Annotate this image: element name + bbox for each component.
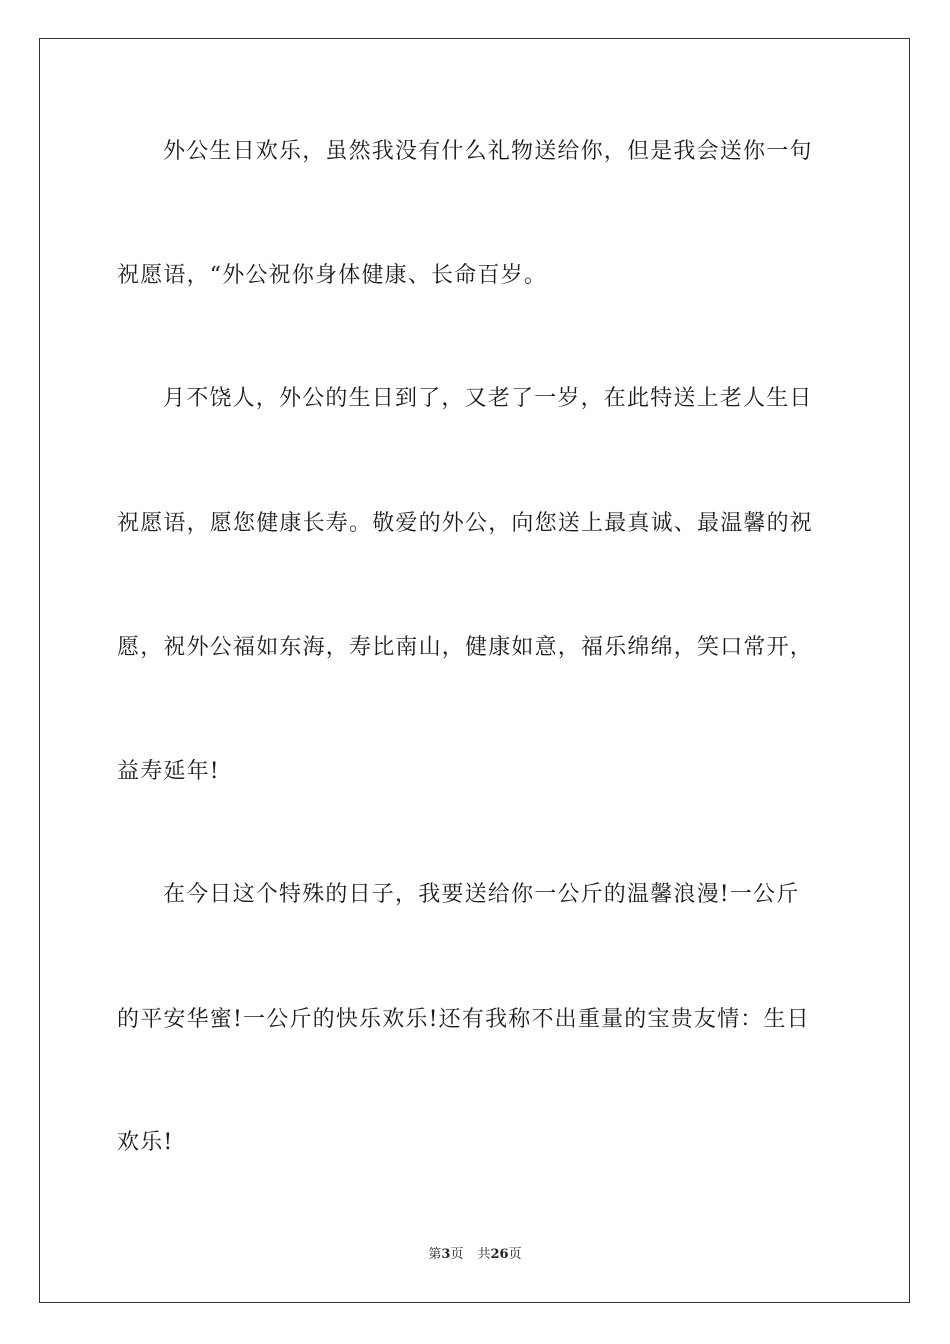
page-number: 3	[441, 1247, 451, 1262]
total-prefix: 共	[477, 1247, 491, 1262]
paragraph-2-line-2: 祝愿语，愿您健康长寿。敬爱的外公，向您送上最真诚、最温馨的祝	[117, 511, 814, 536]
paragraph-2-line-1: 月不饶人，外公的生日到了，又老了一岁，在此特送上老人生日	[163, 386, 813, 411]
page-footer	[0, 1246, 950, 1264]
page-suffix: 页	[450, 1247, 464, 1262]
paragraph-3-line-2: 的平安华蜜!一公斤的快乐欢乐!还有我称不出重量的宝贵友情：生日	[117, 1007, 810, 1032]
total-suffix: 页	[508, 1247, 522, 1262]
paragraph-1-line-2: 祝愿语，“外公祝你身体健康、长命百岁。	[117, 263, 548, 288]
paragraph-3-line-3: 欢乐!	[117, 1130, 174, 1155]
page-prefix: 第	[428, 1247, 442, 1262]
paragraph-1-line-1: 外公生日欢乐，虽然我没有什么礼物送给你，但是我会送你一句	[163, 139, 813, 164]
paragraph-2-line-3: 愿，祝外公福如东海，寿比南山，健康如意，福乐绵绵，笑口常开，	[117, 635, 814, 660]
paragraph-3-line-1: 在今日这个特殊的日子，我要送给你一公斤的温馨浪漫!一公斤	[163, 882, 800, 907]
page-border	[39, 38, 910, 1303]
total-pages: 26	[490, 1247, 509, 1262]
paragraph-2-line-4: 益寿延年!	[117, 759, 220, 784]
